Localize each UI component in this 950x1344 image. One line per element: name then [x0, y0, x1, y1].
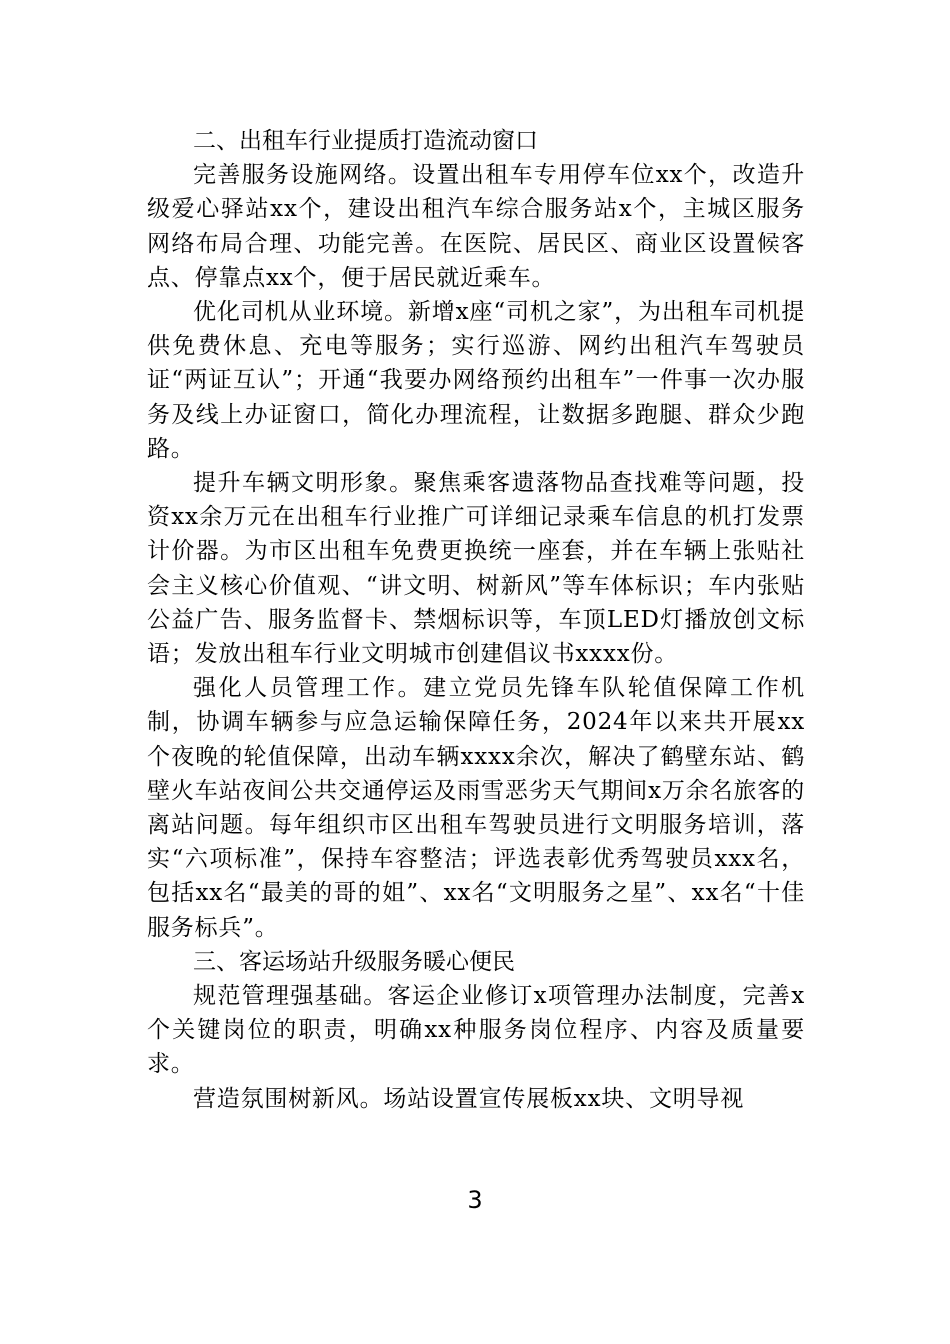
paragraph-service-network: 完善服务设施网络。设置出租车专用停车位xx个，改造升级爱心驿站xx个，建设出租汽车综合服务站x个，主城区服务网络布局合理、功能完善。在医院、居民区、商业区设置候客点、停靠点xx个，便于居民就近乘车。 [147, 162, 805, 291]
paragraph-driver-environment: 优化司机从业环境。新增x座“司机之家”，为出租车司机提供免费休息、充电等服务；实行巡游、网约出租汽车驾驶员证“两证互认”；开通“我要办网络预约出租车”一件事一次办服务及线上办证窗口，简化办理流程，让数据多跑腿、群众少跑路。 [147, 299, 805, 462]
page-number: 3 [467, 1186, 483, 1214]
paragraph-management-basis: 规范管理强基础。客运企业修订x项管理办法制度，完善x个关键岗位的职责，明确xx种服务岗位程序、内容及质量要求。 [147, 983, 805, 1078]
document-body [147, 124, 805, 1116]
paragraph-staff-management: 强化人员管理工作。建立党员先锋车队轮值保障工作机制，协调车辆参与应急运输保障任务，2024年以来共开展xx个夜晚的轮值保障，出动车辆xxxx余次，解决了鹤壁东站、鹤壁火车站夜间公共交通停运及雨雪恶劣天气期间x万余名旅客的离站问题。每年组织市区出租车驾驶员进行文明服务培训，落实“六项标准”，保持车容整洁；评选表彰优秀驾驶员xxx名，包括xx名“最美的哥的姐”、xx名“文明服务之星”、xx名“十佳服务标兵”。 [147, 675, 805, 941]
paragraph-vehicle-image: 提升车辆文明形象。聚焦乘客遗落物品查找难等问题，投资xx余万元在出租车行业推广可详细记录乘车信息的机打发票计价器。为市区出租车免费更换统一座套，并在车辆上张贴社会主义核心价值观、“讲文明、树新风”等车体标识；车内张贴公益广告、服务监督卡、禁烟标识等，车顶LED灯播放创文标语；发放出租车行业文明城市创建倡议书xxxx份。 [147, 470, 805, 668]
section-heading-stations: 三、客运场站升级服务暖心便民 [193, 948, 515, 975]
section-heading-taxi: 二、出租车行业提质打造流动窗口 [193, 128, 538, 154]
paragraph-atmosphere: 营造氛围树新风。场站设置宣传展板xx块、文明导视 [193, 1085, 745, 1112]
